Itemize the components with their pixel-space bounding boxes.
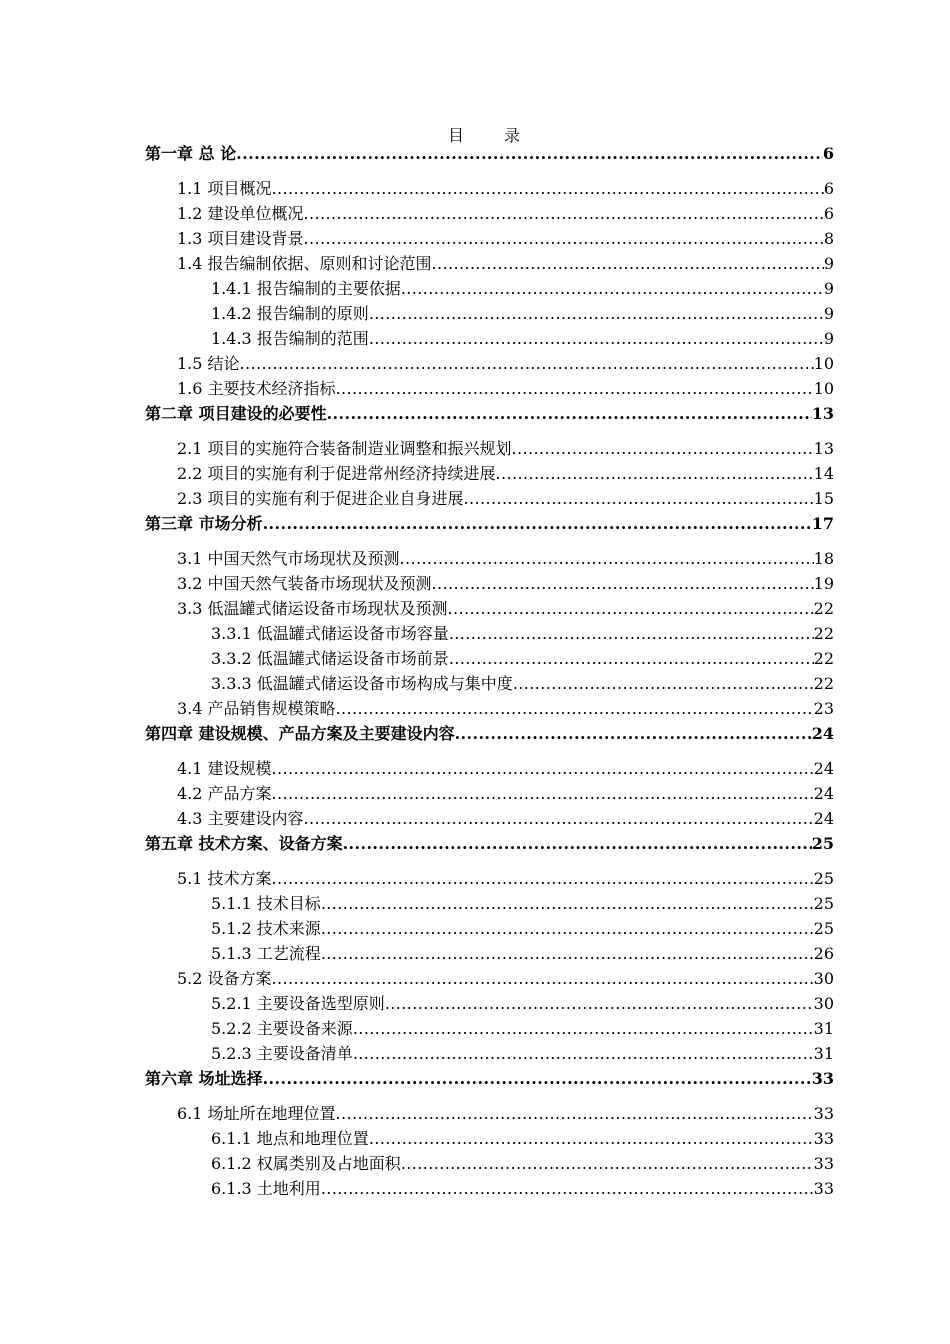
toc-entry[interactable]	[145, 1175, 834, 1199]
toc-entry-title: 5.2.2 主要设备来源	[211, 1019, 353, 1038]
toc-entry-title: 第四章 建设规模、产品方案及主要建设内容	[145, 724, 455, 743]
toc-leader-dots	[455, 724, 812, 744]
toc-entry[interactable]	[145, 695, 834, 719]
toc-entry-page: 18	[813, 549, 834, 568]
toc-entry[interactable]	[145, 965, 834, 989]
toc-leader-dots	[369, 1129, 814, 1149]
toc-entry[interactable]	[145, 140, 834, 164]
toc-leader-dots	[263, 514, 812, 534]
toc-entry-page: 33	[813, 1129, 834, 1148]
toc-entry-page: 22	[813, 599, 834, 618]
toc-leader-dots	[353, 1044, 814, 1064]
toc-entry[interactable]	[145, 755, 834, 779]
toc-entry[interactable]	[145, 1015, 834, 1039]
toc-entry[interactable]	[145, 620, 834, 644]
toc-entry-title: 1.5 结论	[177, 354, 240, 373]
toc-entry[interactable]	[145, 375, 834, 399]
toc-entry[interactable]	[145, 350, 834, 374]
toc-leader-dots	[385, 994, 814, 1014]
toc-entry-title: 6.1.2 权属类别及占地面积	[211, 1154, 401, 1173]
toc-entry-page: 19	[813, 574, 834, 593]
toc-entry-page: 31	[813, 1019, 834, 1038]
toc-entry-title: 4.2 产品方案	[177, 784, 272, 803]
toc-entry-title: 1.4.2 报告编制的原则	[211, 304, 369, 323]
toc-leader-dots	[272, 969, 814, 989]
toc-entry[interactable]	[145, 1065, 834, 1089]
toc-entry-title: 1.4 报告编制依据、原则和讨论范围	[177, 254, 432, 273]
toc-entry-page: 33	[811, 1069, 834, 1088]
toc-entry-page: 31	[813, 1044, 834, 1063]
toc-entry-title: 3.3.3 低温罐式储运设备市场构成与集中度	[211, 674, 513, 693]
toc-leader-dots	[272, 784, 814, 804]
toc-entry-title: 5.2 设备方案	[177, 969, 272, 988]
toc-entry[interactable]	[145, 570, 834, 594]
toc-entry-title: 5.2.1 主要设备选型原则	[211, 994, 385, 1013]
toc-entry-page: 25	[811, 834, 834, 853]
toc-leader-dots	[336, 379, 814, 399]
toc-entry-page: 30	[813, 969, 834, 988]
toc-entry-title: 1.2 建设单位概况	[177, 204, 304, 223]
toc-entry-page: 24	[813, 784, 834, 803]
toc-leader-dots	[304, 229, 824, 249]
toc-entry[interactable]	[145, 400, 834, 424]
toc-leader-dots	[304, 809, 814, 829]
toc-entry-page: 23	[813, 699, 834, 718]
toc-entry-title: 5.1.1 技术目标	[211, 894, 321, 913]
toc-entry-page: 10	[813, 379, 834, 398]
toc-entry-title: 2.1 项目的实施符合装备制造业调整和振兴规划	[177, 439, 512, 458]
toc-entry[interactable]	[145, 485, 834, 509]
toc-entry-title: 1.4.1 报告编制的主要依据	[211, 279, 401, 298]
toc-leader-dots	[272, 179, 824, 199]
toc-leader-dots	[448, 599, 814, 619]
toc-entry[interactable]	[145, 940, 834, 964]
toc-entry-title: 3.3.2 低温罐式储运设备市场前景	[211, 649, 449, 668]
toc-leader-dots	[272, 869, 814, 889]
toc-entry-title: 3.3.1 低温罐式储运设备市场容量	[211, 624, 449, 643]
toc-entry-page: 22	[813, 674, 834, 693]
toc-leader-dots	[336, 699, 814, 719]
toc-entry-title: 1.4.3 报告编制的范围	[211, 329, 369, 348]
toc-leader-dots	[304, 204, 824, 224]
toc-entry[interactable]	[145, 200, 834, 224]
toc-entry[interactable]	[145, 1100, 834, 1124]
toc-entry-title: 5.2.3 主要设备清单	[211, 1044, 353, 1063]
toc-entry-page: 22	[813, 624, 834, 643]
toc-entry[interactable]	[145, 1040, 834, 1064]
toc-entry-title: 第五章 技术方案、设备方案	[145, 834, 343, 853]
toc-leader-dots	[432, 254, 824, 274]
toc-entry[interactable]	[145, 990, 834, 1014]
toc-leader-dots	[512, 439, 814, 459]
toc-entry-title: 第二章 项目建设的必要性	[145, 404, 327, 423]
toc-entry[interactable]	[145, 865, 834, 889]
toc-leader-dots	[496, 464, 814, 484]
toc-entry-page: 9	[823, 329, 834, 348]
toc-leader-dots	[369, 329, 824, 349]
toc-entry-title: 5.1 技术方案	[177, 869, 272, 888]
toc-leader-dots	[400, 549, 814, 569]
toc-entry-title: 3.4 产品销售规模策略	[177, 699, 336, 718]
toc-leader-dots	[240, 354, 814, 374]
toc-entry-title: 6.1 场址所在地理位置	[177, 1104, 336, 1123]
toc-leader-dots	[236, 144, 823, 164]
toc-leader-dots	[321, 1179, 814, 1199]
toc-leader-dots	[336, 1104, 814, 1124]
toc-entry-page: 25	[813, 919, 834, 938]
toc-leader-dots	[369, 304, 824, 324]
toc-entry-page: 26	[813, 944, 834, 963]
toc-entry[interactable]	[145, 780, 834, 804]
toc-entry[interactable]	[145, 325, 834, 349]
toc-entry[interactable]	[145, 805, 834, 829]
toc-entry[interactable]	[145, 890, 834, 914]
toc-entry-page: 25	[813, 869, 834, 888]
toc-entry[interactable]	[145, 225, 834, 249]
toc-entry[interactable]	[145, 1150, 834, 1174]
toc-entry-title: 1.6 主要技术经济指标	[177, 379, 336, 398]
toc-entry-title: 6.1.3 土地利用	[211, 1179, 321, 1198]
toc-entry-page: 9	[823, 279, 834, 298]
toc-entry[interactable]	[145, 915, 834, 939]
toc-entry-title: 第一章 总 论	[145, 144, 237, 163]
toc-entry-page: 8	[823, 229, 834, 248]
toc-leader-dots	[272, 759, 814, 779]
toc-entry-page: 13	[813, 439, 834, 458]
toc-entry-title: 5.1.2 技术来源	[211, 919, 321, 938]
toc-entry[interactable]	[145, 435, 834, 459]
toc-leader-dots	[432, 574, 814, 594]
toc-leader-dots	[321, 894, 814, 914]
toc-leader-dots	[321, 919, 814, 939]
toc-entry-title: 第三章 市场分析	[145, 514, 263, 533]
toc-entry[interactable]	[145, 645, 834, 669]
toc-entry-title: 3.3 低温罐式储运设备市场现状及预测	[177, 599, 448, 618]
toc-leader-dots	[449, 649, 814, 669]
toc-entry-title: 1.1 项目概况	[177, 179, 272, 198]
toc-entry-page: 17	[811, 514, 834, 533]
toc-entry-title: 5.1.3 工艺流程	[211, 944, 321, 963]
toc-entry-page: 6	[822, 144, 834, 163]
toc-entry-page: 14	[813, 464, 834, 483]
toc-entry[interactable]	[145, 720, 834, 744]
toc-entry-page: 25	[813, 894, 834, 913]
toc-entry-page: 33	[813, 1104, 834, 1123]
toc-leader-dots	[401, 1154, 814, 1174]
toc-entry-page: 15	[813, 489, 834, 508]
toc-entry[interactable]	[145, 545, 834, 569]
toc-leader-dots	[401, 279, 824, 299]
toc-entry-page: 9	[823, 304, 834, 323]
toc-entry-title: 4.3 主要建设内容	[177, 809, 304, 828]
toc-entry-page: 24	[813, 759, 834, 778]
toc-entry-page: 13	[811, 404, 834, 423]
toc-entry[interactable]	[145, 1125, 834, 1149]
toc-entry-title: 6.1.1 地点和地理位置	[211, 1129, 369, 1148]
toc-entry[interactable]	[145, 175, 834, 199]
toc-title: 目 录	[447, 126, 532, 145]
toc-leader-dots	[321, 944, 814, 964]
toc-entry-page: 33	[813, 1179, 834, 1198]
toc-entry-title: 2.2 项目的实施有利于促进常州经济持续进展	[177, 464, 496, 483]
toc-entry-page: 6	[823, 204, 834, 223]
toc-entry[interactable]	[145, 670, 834, 694]
toc-leader-dots	[464, 489, 814, 509]
toc-entry-page: 9	[823, 254, 834, 273]
toc-entry[interactable]	[145, 510, 834, 534]
toc-entry-title: 2.3 项目的实施有利于促进企业自身进展	[177, 489, 464, 508]
toc-entry[interactable]	[145, 300, 834, 324]
toc-leader-dots	[263, 1069, 812, 1089]
toc-entry[interactable]	[145, 460, 834, 484]
toc-entry-title: 第六章 场址选择	[145, 1069, 263, 1088]
toc-leader-dots	[449, 624, 814, 644]
toc-entry[interactable]	[145, 830, 834, 854]
toc-entry-page: 22	[813, 649, 834, 668]
toc-leader-dots	[327, 404, 812, 424]
toc-entry-page: 24	[811, 724, 834, 743]
toc-entry-page: 6	[823, 179, 834, 198]
toc-leader-dots	[343, 834, 812, 854]
toc-entry-page: 30	[813, 994, 834, 1013]
toc-entry-title: 3.2 中国天然气装备市场现状及预测	[177, 574, 432, 593]
toc-leader-dots	[353, 1019, 814, 1039]
toc-entry-title: 3.1 中国天然气市场现状及预测	[177, 549, 400, 568]
toc-entry-page: 24	[813, 809, 834, 828]
toc-entry-title: 1.3 项目建设背景	[177, 229, 304, 248]
toc-entry[interactable]	[145, 250, 834, 274]
toc-entry[interactable]	[145, 595, 834, 619]
toc-entry-page: 33	[813, 1154, 834, 1173]
toc-leader-dots	[513, 674, 814, 694]
toc-entry-page: 10	[813, 354, 834, 373]
toc-entry[interactable]	[145, 275, 834, 299]
toc-entry-title: 4.1 建设规模	[177, 759, 272, 778]
